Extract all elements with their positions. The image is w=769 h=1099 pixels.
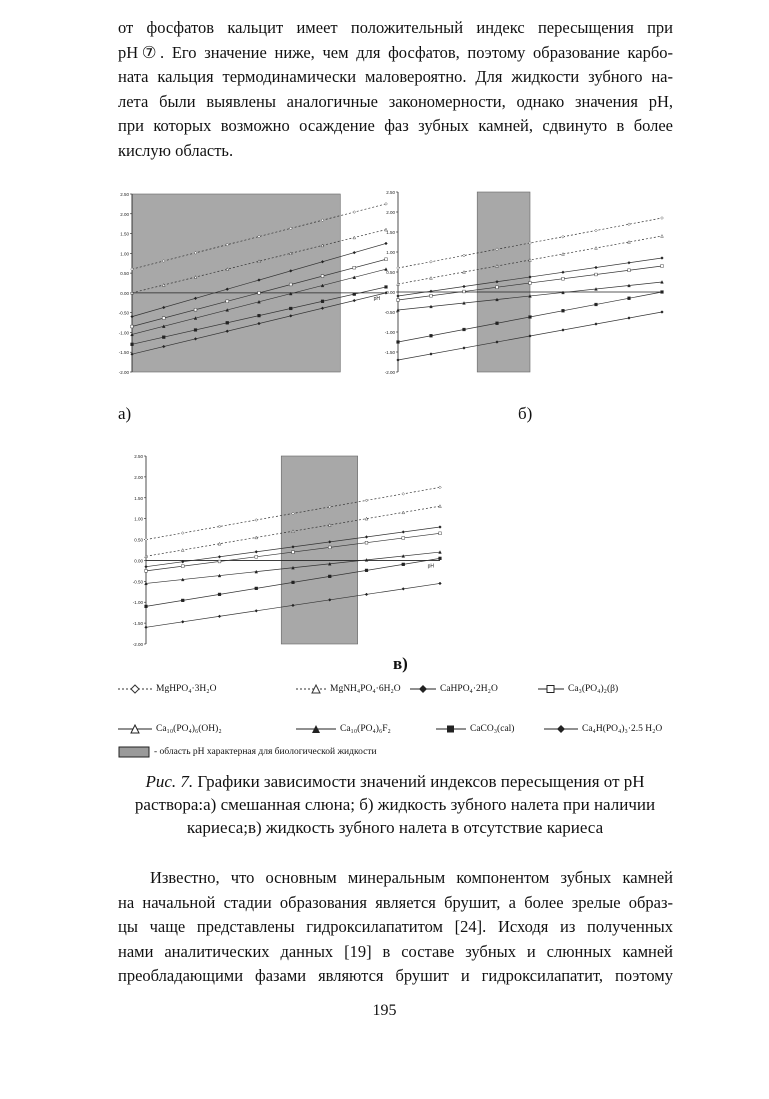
chart-b-svg [380, 186, 670, 378]
y-tick-label: 2.00 [120, 211, 129, 217]
data-point [289, 283, 292, 286]
data-point [292, 581, 295, 584]
data-point [529, 316, 532, 319]
y-tick-label: -1.50 [118, 350, 129, 356]
data-point [131, 325, 134, 328]
data-point [255, 587, 258, 590]
legend-marker-icon [296, 724, 336, 734]
data-point [496, 286, 499, 289]
caption-line: раствора:а) смешанная слюна; б) жидкость зубного налета при наличии [134, 795, 656, 814]
ph-region [477, 192, 530, 372]
y-tick-label: -2.00 [384, 370, 395, 375]
legend-item [296, 684, 401, 694]
legend-marker-icon [118, 684, 152, 694]
data-point [430, 260, 433, 263]
legend-label: MgHPO₄·3H₂O [156, 684, 217, 694]
legend-marker-icon [544, 724, 578, 734]
data-point [255, 609, 258, 612]
data-point [353, 251, 356, 254]
data-point [258, 314, 261, 317]
text-line: кислую область. [118, 140, 234, 160]
x-axis-label: pH [373, 295, 380, 302]
data-point [628, 261, 631, 264]
y-tick-label: 1.00 [386, 250, 395, 255]
data-point [397, 341, 400, 344]
data-point [661, 235, 664, 238]
data-point [529, 282, 532, 285]
legend-marker-icon [296, 684, 326, 694]
data-point [218, 615, 221, 618]
panel-label-a: а) [118, 404, 132, 423]
data-point [463, 347, 466, 350]
region-swatch-icon [118, 746, 150, 758]
legend-label: Ca₄H(PO₄)₃·2.5 H₂O [582, 724, 663, 734]
data-point [353, 266, 356, 269]
data-point [402, 588, 405, 591]
data-point [402, 492, 405, 495]
legend-item [410, 684, 498, 694]
ph-region [132, 194, 340, 372]
data-point [162, 336, 165, 339]
text-line: лета были выявлены аналогичные закономерности, однако значения pH, [118, 91, 673, 111]
legend-label: CaHPO₄·2H₂O [440, 684, 498, 694]
panel-label-b: б) [518, 404, 533, 423]
data-point [463, 285, 466, 288]
data-point [595, 303, 598, 306]
y-tick-label: -1.50 [384, 350, 395, 355]
y-tick-label: 2.00 [134, 474, 143, 480]
data-point [562, 329, 565, 332]
y-tick-label: 2.50 [134, 454, 143, 459]
data-point [321, 275, 324, 278]
data-point [661, 291, 664, 294]
data-point [430, 334, 433, 337]
data-point [402, 563, 405, 566]
data-point [439, 486, 442, 489]
legend-item [538, 684, 618, 694]
data-point [439, 557, 442, 560]
chart-panel-a [108, 186, 394, 378]
data-point [439, 526, 442, 529]
data-point [289, 307, 292, 310]
data-point [628, 269, 631, 272]
y-tick-label: 0.50 [134, 537, 143, 543]
chart-c-svg [110, 450, 450, 650]
data-point [496, 322, 499, 325]
data-point [430, 294, 433, 297]
figure-number: Рис. 7. [145, 772, 194, 791]
data-point [292, 551, 295, 554]
y-tick-label: -1.00 [384, 330, 395, 335]
chart-panel-b [380, 186, 670, 378]
data-point [218, 555, 221, 558]
legend-label: Ca₃(PO₄)₂(β) [568, 684, 619, 694]
y-tick-label: 2.50 [386, 190, 395, 195]
data-point [661, 265, 664, 268]
legend-label: MgNH₄PO₄·6H₂O [330, 684, 401, 694]
data-point [661, 257, 664, 260]
data-point [463, 254, 466, 257]
caption-line: Графики зависимости значений индексов пересыщения от pH [197, 772, 645, 791]
data-point [353, 299, 356, 302]
data-point [181, 565, 184, 568]
data-point [439, 532, 442, 535]
x-axis-label: pH [427, 563, 434, 570]
data-point [661, 217, 664, 220]
legend-marker-icon [436, 724, 466, 734]
chart-a-svg [108, 186, 394, 378]
data-point [365, 593, 368, 596]
y-tick-label: 2.50 [120, 192, 129, 197]
legend-label: CaCO₃(cal) [470, 724, 515, 734]
y-tick-label: 0.00 [386, 290, 395, 295]
legend-region-item [118, 746, 377, 758]
ph-region [281, 456, 357, 644]
text-line: цы чаще представлены гидроксилапатитом [24]. Исходя из полученных [118, 917, 673, 937]
y-tick-label: -2.00 [118, 370, 129, 375]
y-tick-label: 0.00 [120, 290, 129, 296]
data-point [194, 329, 197, 332]
data-point [365, 569, 368, 572]
data-point [218, 525, 221, 528]
text-line: нами аналитических данных [19] в составе зубных и слюнных камней [118, 941, 673, 961]
y-tick-label: -0.50 [384, 310, 395, 315]
y-tick-label: -1.00 [132, 600, 143, 606]
y-tick-label: 1.00 [134, 516, 143, 522]
y-tick-label: 2.00 [386, 210, 395, 215]
data-point [255, 519, 258, 522]
data-point [628, 297, 631, 300]
chart-panel-c [110, 450, 450, 650]
data-point [226, 300, 229, 303]
data-point [226, 321, 229, 324]
data-point [162, 317, 165, 320]
legend-marker-icon [538, 684, 564, 694]
data-point [365, 536, 368, 539]
data-point [397, 359, 400, 362]
data-point [194, 308, 197, 311]
paragraph-top [118, 16, 673, 164]
legend-marker-icon [118, 724, 152, 734]
legend-item [436, 724, 514, 734]
data-point [595, 273, 598, 276]
data-point [218, 560, 221, 563]
data-point [218, 593, 221, 596]
data-point [145, 565, 148, 568]
legend-marker-icon [410, 684, 436, 694]
paragraph-bottom [118, 866, 673, 989]
legend-label: Ca₁₀(PO₄)₆(OH)₂ [156, 724, 222, 734]
y-tick-label: -1.00 [118, 330, 129, 336]
data-point [145, 626, 148, 629]
data-point [562, 271, 565, 274]
y-tick-label: 0.50 [386, 270, 395, 275]
data-point [628, 223, 631, 226]
data-point [595, 266, 598, 269]
data-point [562, 235, 565, 238]
data-point [131, 343, 134, 346]
data-point [595, 323, 598, 326]
data-point [353, 211, 356, 214]
data-point [562, 277, 565, 280]
y-tick-label: 0.50 [120, 271, 129, 277]
legend-item [296, 724, 391, 734]
data-point [402, 537, 405, 540]
data-point [628, 317, 631, 320]
data-point [562, 309, 565, 312]
data-point [397, 267, 400, 270]
text-line: от фосфатов кальцит имеет положительный индекс пересыщения при [118, 18, 673, 37]
legend-item [118, 724, 222, 734]
text-line: преобладающими фазами являются брушит и гидроксилапатит, поэтому [118, 966, 673, 986]
y-tick-label: -0.50 [132, 579, 143, 585]
y-tick-label: -1.50 [132, 621, 143, 627]
y-tick-label: -0.50 [118, 310, 129, 316]
y-tick-label: 0.00 [134, 558, 143, 564]
text-line: pH⑦. Его значение ниже, чем для фосфатов, поэтому образование карбо- [118, 42, 673, 62]
y-tick-label: 1.50 [134, 495, 143, 501]
data-point [397, 299, 400, 302]
y-tick-label: 1.50 [386, 230, 395, 235]
data-point [365, 499, 368, 502]
data-point [463, 328, 466, 331]
figure-caption [90, 770, 700, 839]
data-point [430, 353, 433, 356]
data-point [661, 311, 664, 314]
data-point [353, 293, 356, 296]
data-point [328, 575, 331, 578]
y-tick-label: 1.50 [120, 231, 129, 237]
data-point [181, 532, 184, 535]
panel-label-c: в) [393, 654, 408, 673]
text-line: Известно, что основным минеральным компонентом зубных камней [150, 868, 673, 887]
data-point [255, 555, 258, 558]
data-point [321, 300, 324, 303]
data-point [181, 620, 184, 623]
legend-item [118, 684, 216, 694]
data-point [145, 538, 148, 541]
data-point [328, 546, 331, 549]
text-line: при которых возможно осаждение фаз зубных камней, сдвинуто в более [118, 116, 673, 136]
text-line: ната кальция термодинамически маловероятно. Для жидкости зубного на- [118, 67, 673, 87]
page-number: 195 [372, 1002, 397, 1019]
data-point [365, 541, 368, 544]
legend-item [544, 724, 662, 734]
data-point [402, 531, 405, 534]
data-point [145, 605, 148, 608]
y-tick-label: 1.00 [120, 251, 129, 257]
text-line: на начальной стадии образования является брушит, а более зрелые образ- [118, 892, 673, 912]
data-point [258, 291, 261, 294]
data-point [439, 582, 442, 585]
y-tick-label: -2.00 [132, 642, 143, 647]
legend-region-label: - область pH характерная для биологической жидкости [154, 747, 377, 757]
legend-label: Ca₁₀(PO₄)₆F₂ [340, 724, 391, 734]
data-point [463, 290, 466, 293]
chart-legend [118, 684, 678, 764]
data-point [181, 599, 184, 602]
data-point [595, 229, 598, 232]
data-point [255, 550, 258, 553]
caption-line: кариеса;в) жидкость зубного налета в отсутствие кариеса [186, 818, 604, 837]
data-point [145, 569, 148, 572]
data-point [397, 295, 400, 298]
